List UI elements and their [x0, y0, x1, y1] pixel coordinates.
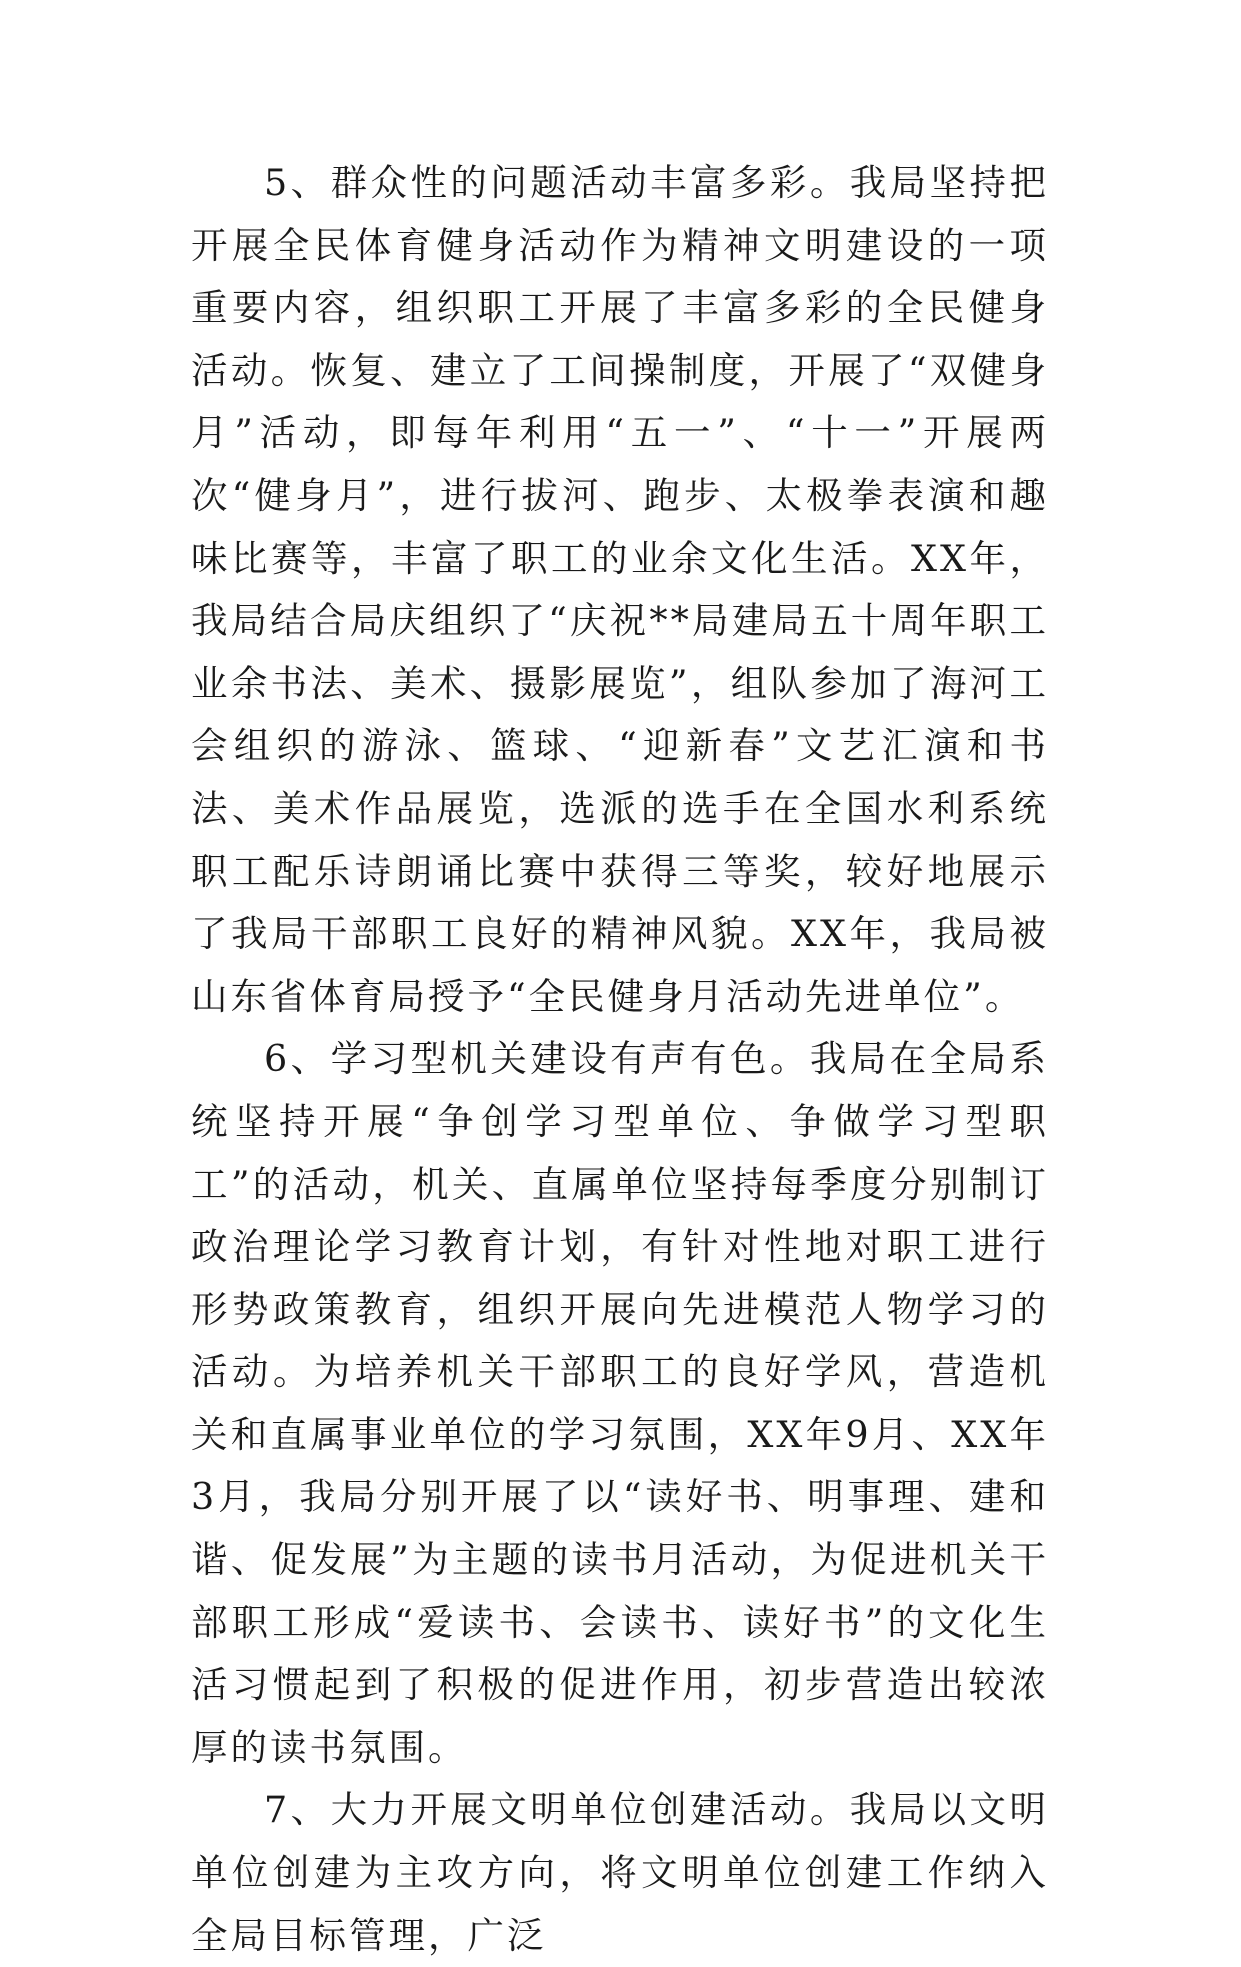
- paragraph-item-6: 6、学习型机关建设有声有色。我局在全局系统坚持开展“争创学习型单位、争做学习型职工”的活动，机关、直属单位坚持每季度分别制订政治理论学习教育计划，有针对性地对职工进行形势政策教育，组织开展向先进模范人物学习的活动。为培养机关干部职工的良好学风，营造机关和直属事业单位的学习氛围，XX年9月、XX年3月，我局分别开展了以“读好书、明事理、建和谐、促发展”为主题的读书月活动，为促进机关干部职工形成“爱读书、会读书、读好书”的文化生活习惯起到了积极的促进作用，初步营造出较浓厚的读书氛围。: [191, 1037, 1049, 1769]
- paragraph-item-7: 7、大力开展文明单位创建活动。我局以文明单位创建为主攻方向，将文明单位创建工作纳入全局目标管理，广泛: [191, 1788, 1049, 1957]
- paragraph-item-5: 5、群众性的问题活动丰富多彩。我局坚持把开展全民体育健身活动作为精神文明建设的一项重要内容，组织职工开展了丰富多彩的全民健身活动。恢复、建立了工间操制度，开展了“双健身月”活动，即每年利用“五一”、“十一”开展两次“健身月”，进行拔河、跑步、太极拳表演和趣味比赛等，丰富了职工的业余文化生活。XX年，我局结合局庆组织了“庆祝**局建局五十周年职工业余书法、美术、摄影展览”，组队参加了海河工会组织的游泳、篮球、“迎新春”文艺汇演和书法、美术作品展览，选派的选手在全国水利系统职工配乐诗朗诵比赛中获得三等奖，较好地展示了我局干部职工良好的精神风貌。XX年，我局被山东省体育局授予“全民健身月活动先进单位”。: [191, 161, 1049, 1018]
- document-body: [191, 152, 1049, 1967]
